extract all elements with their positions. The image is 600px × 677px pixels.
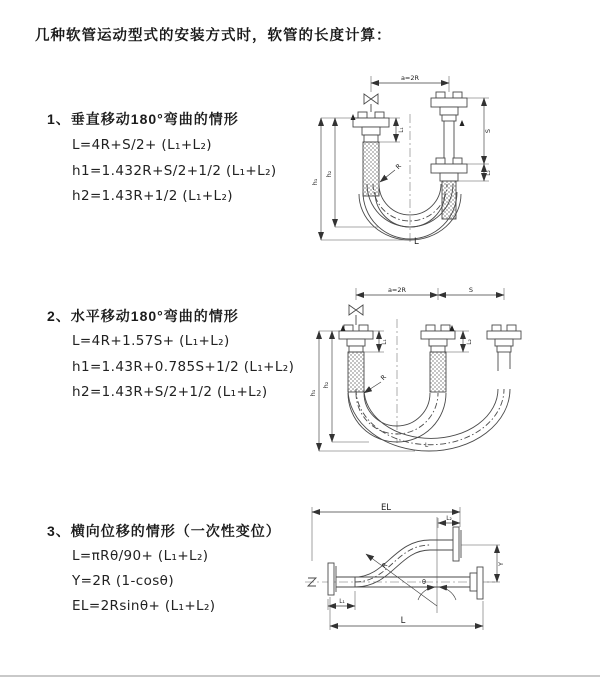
middle-flange bbox=[421, 325, 455, 352]
dim-h2-label: h₂ bbox=[325, 170, 333, 178]
dim-y-label: Y bbox=[497, 562, 505, 566]
dim-h1-label: h₁ bbox=[311, 178, 319, 186]
page-title: 几种软管运动型式的安装方式时，软管的长度计算： bbox=[35, 28, 392, 44]
right-flange-lower bbox=[431, 158, 467, 181]
dim-l1-label: L₁ bbox=[399, 127, 405, 133]
dim-l1-label: L₁ bbox=[382, 339, 388, 345]
diagram-lateral-displacement bbox=[300, 503, 600, 650]
diagram-horizontal-180-bend bbox=[305, 281, 600, 465]
angle-label: θ bbox=[422, 578, 426, 586]
section-1-formula-h1: h1=1.432R+S/2+1/2 (L₁+L₂) bbox=[72, 163, 277, 179]
dim-h2-label: h₂ bbox=[322, 381, 330, 389]
dim-span-label: a=2R bbox=[387, 286, 407, 294]
s-curve-hose bbox=[355, 540, 430, 587]
radius-label: R bbox=[394, 162, 404, 172]
length-label: L bbox=[425, 443, 429, 449]
section-3-formula-Y: Y=2R (1-cosθ) bbox=[72, 573, 174, 589]
length-label: L bbox=[400, 616, 406, 626]
section-3-formula-L: L=πRθ/90+ (L₁+L₂) bbox=[72, 548, 209, 564]
dim-l2-label: L₂ bbox=[467, 339, 473, 345]
section-3-formula-EL: EL=2Rsinθ+ (L₁+L₂) bbox=[72, 598, 216, 614]
left-flange bbox=[353, 112, 389, 142]
right-flange-lower bbox=[470, 567, 483, 599]
braided-hose-left bbox=[363, 142, 379, 196]
section-2-formula-L: L=4R+1.57S+ (L₁+L₂) bbox=[72, 333, 230, 349]
section-3-heading: 3、横向位移的情形（一次性变位） bbox=[47, 523, 281, 539]
dim-s-label: S bbox=[484, 128, 492, 134]
section-2-heading: 2、水平移动180°弯曲的情形 bbox=[47, 308, 239, 324]
length-label: L bbox=[414, 237, 419, 247]
dim-h1-label: h₁ bbox=[309, 389, 317, 397]
section-1-formula-h2: h2=1.43R+1/2 (L₁+L₂) bbox=[72, 188, 233, 204]
dim-l1-label: L₁ bbox=[339, 599, 345, 605]
braided-hose-middle bbox=[430, 352, 446, 392]
dim-span-label: a=2R bbox=[400, 74, 420, 82]
section-1-heading: 1、垂直移动180°弯曲的情形 bbox=[47, 111, 239, 127]
left-flange bbox=[328, 563, 355, 595]
section-2-formula-h1: h1=1.43R+0.785S+1/2 (L₁+L₂) bbox=[72, 359, 295, 375]
dim-l2-label: L₂ bbox=[446, 516, 452, 522]
hose-arcs bbox=[348, 389, 510, 451]
right-flange bbox=[487, 325, 521, 352]
right-flange-upper bbox=[431, 92, 467, 121]
diagram-vertical-180-bend bbox=[309, 68, 549, 260]
motion-arrow-left bbox=[351, 114, 356, 120]
radius-label: R bbox=[380, 560, 390, 570]
braided-hose-left bbox=[348, 352, 364, 392]
radius-label: R bbox=[379, 373, 389, 383]
right-flange-upper bbox=[430, 527, 461, 561]
valve-icon bbox=[349, 305, 363, 325]
motion-arrow-right bbox=[460, 120, 465, 126]
dim-s-label: S bbox=[468, 286, 474, 294]
dim-l2-label: L₂ bbox=[486, 170, 492, 176]
dim-el-label: EL bbox=[380, 503, 392, 513]
section-2-formula-h2: h2=1.43R+S/2+1/2 (L₁+L₂) bbox=[72, 384, 268, 400]
section-1-formula-L: L=4R+S/2+ (L₁+L₂) bbox=[72, 137, 212, 153]
valve-icon bbox=[364, 94, 378, 112]
